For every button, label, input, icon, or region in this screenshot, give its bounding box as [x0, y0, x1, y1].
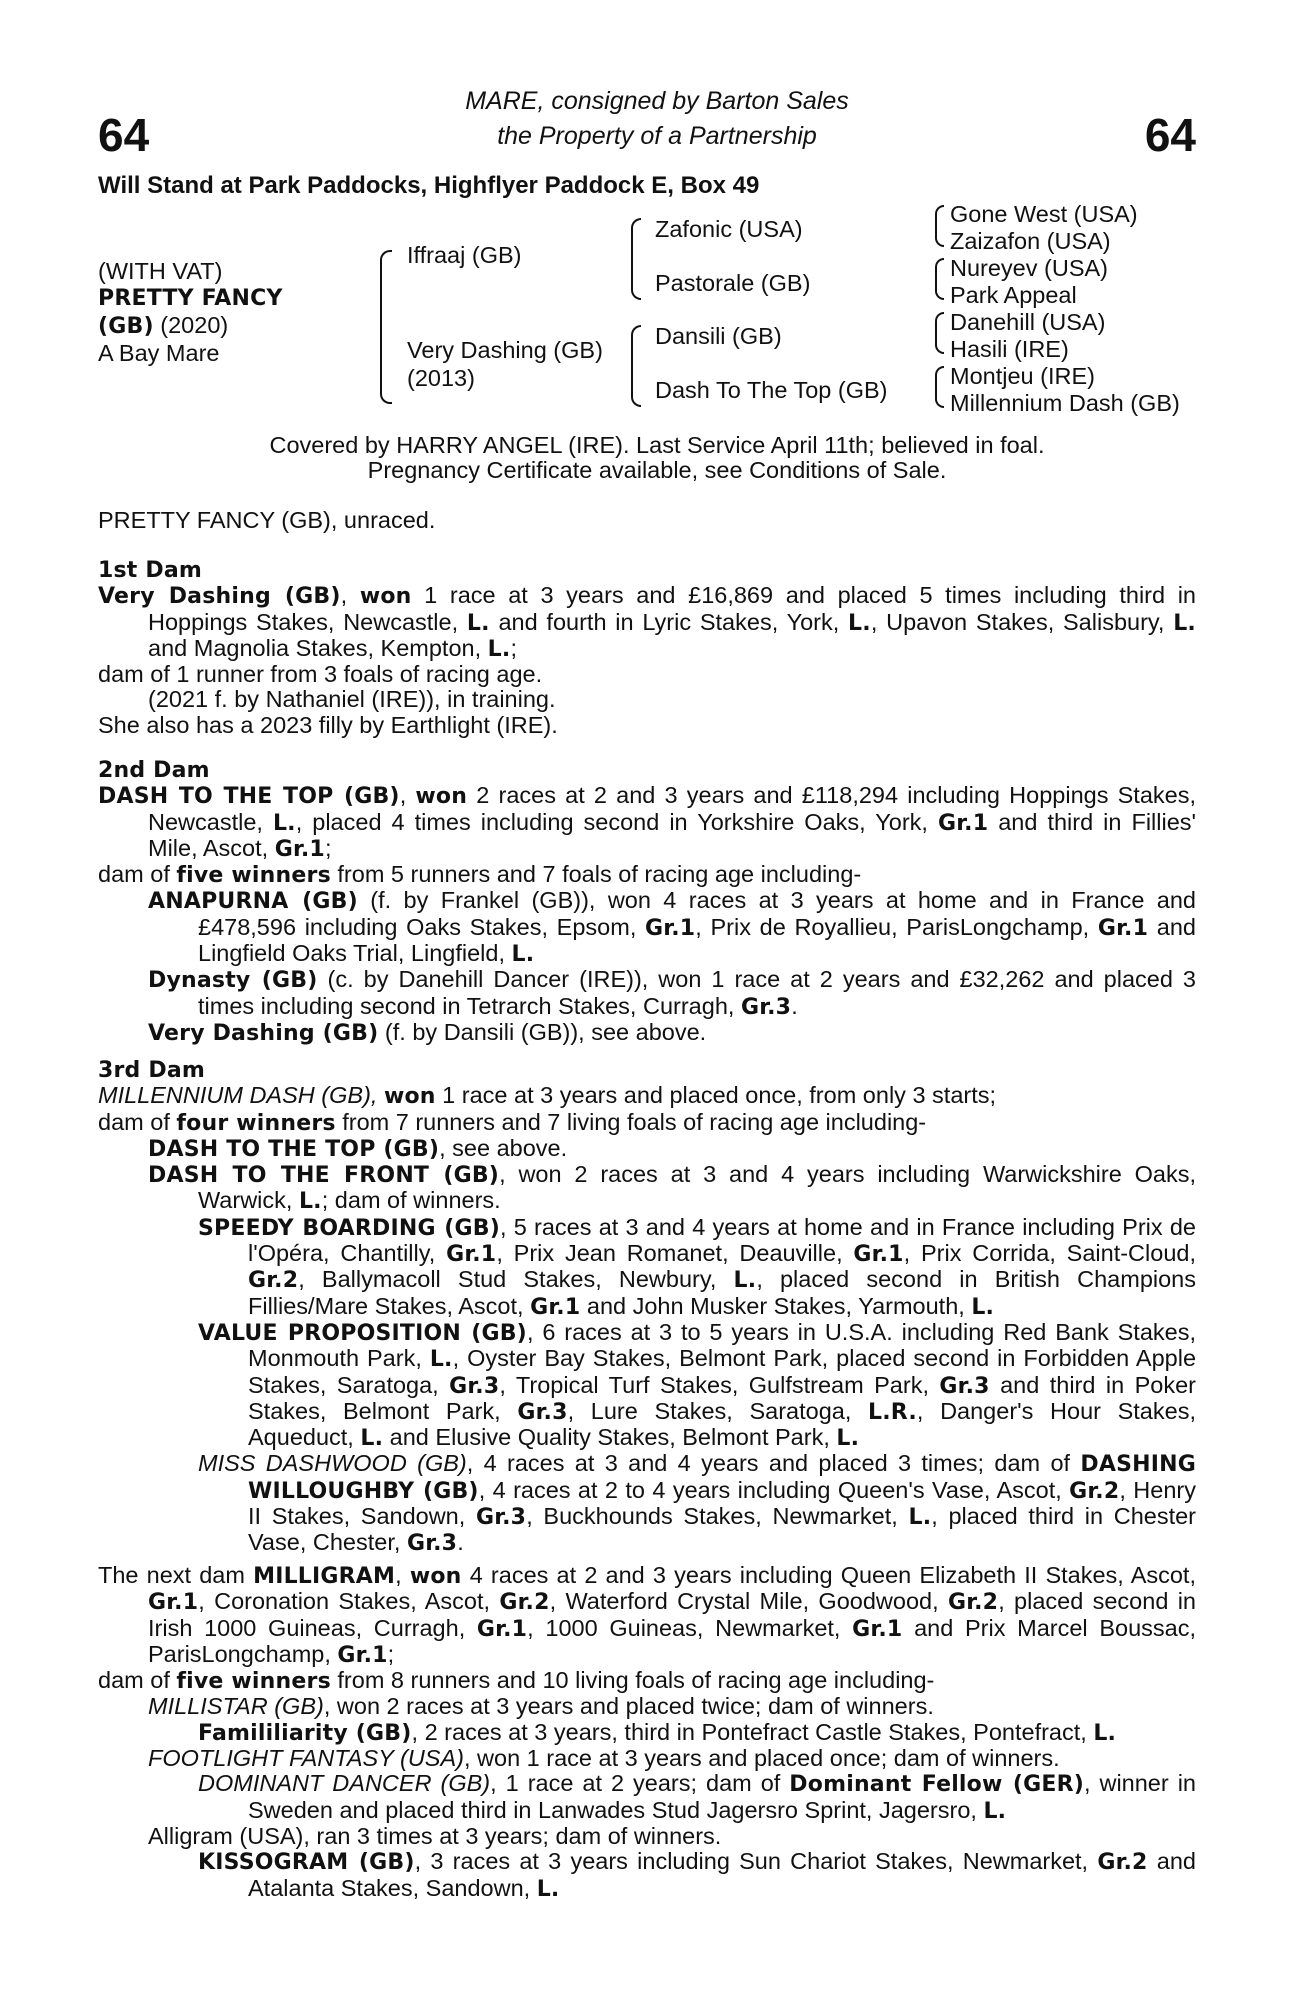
familiarity-entry: Famililiarity (GB), 2 races at 3 years, third in Pontefract Castle Stakes, Pontefract, L. [198, 1718, 1117, 1746]
dynasty-entry: Dynasty (GB) (c. by Danehill Dancer (IRE)), won 1 race at 2 years and £32,262 and placed 3 times including second in Tetrarch Stakes, Curragh, Gr.3. [148, 966, 1196, 1020]
second-dam-produce: dam of five winners from 5 runners and 7 foals of racing age including- [98, 861, 862, 889]
third-dam-heading: 3rd Dam [98, 1058, 205, 1083]
pedigree-table [0, 0, 1314, 420]
dash-to-the-top-entry: DASH TO THE TOP (GB), see above. [148, 1134, 568, 1162]
pedigree-sd: Pastorale (GB) [655, 270, 811, 296]
horse-origin-year: (GB) (2020) [98, 312, 229, 339]
stand-location: Will Stand at Park Paddocks, Highflyer Paddock E, Box 49 [98, 172, 760, 199]
brace-gen3-3 [935, 312, 944, 354]
brace-gen2-sire [631, 218, 641, 300]
first-dam-record: Very Dashing (GB), won 1 race at 3 years and £16,869 and placed 5 times including third in Hoppings Stakes, Newcastle, L. and fourth in Lyric Stakes, York, L., Upavon Stakes, Salisbury, L. and Magnolia Stakes, Kempton, L.; [98, 582, 1197, 662]
first-dam-section [98, 558, 1196, 738]
covered-line-2: Pregnancy Certificate available, see Conditions of Sale. [367, 457, 947, 483]
pedigree-dss: Danehill (USA) [950, 309, 1106, 335]
third-dam-produce: dam of four winners from 7 runners and 7 living foals of racing age including- [98, 1108, 927, 1136]
dash-to-the-front-entry: DASH TO THE FRONT (GB), won 2 races at 3 and 4 years including Warwickshire Oaks, Warwick, L.; dam of winners. [148, 1161, 1197, 1215]
kissogram-entry: KISSOGRAM (GB), 3 races at 3 years including Sun Chariot Stakes, Newmarket, Gr.2 and Atalanta Stakes, Sandown, L. [198, 1848, 1196, 1902]
horse-info [98, 258, 283, 367]
pedigree-dsd: Hasili (IRE) [950, 336, 1069, 362]
brace-gen3-4 [935, 366, 944, 408]
brace-gen3-2 [935, 258, 944, 300]
consignor-line-2: the Property of a Partnership [497, 122, 817, 150]
sire-name: Iffraaj (GB) [407, 242, 522, 268]
third-dam-section [98, 1058, 1196, 1557]
pedigree-sss: Gone West (USA) [950, 201, 1138, 227]
covered-note [0, 433, 1314, 483]
next-dam-record: The next dam MILLIGRAM, won 4 races at 2 and 3 years including Queen Elizabeth II Stakes, Ascot, Gr.1, Coronation Stakes, Ascot, Gr.2, Waterford Crystal Mile, Goodwood, Gr.2, placed second in Irish 1000 Guineas, Curragh, Gr.1, 1000 Guineas, Newmarket, Gr.1 and Prix Marcel Boussac, ParisLongchamp, Gr.1; [98, 1562, 1197, 1668]
pedigree-sds: Nureyev (USA) [950, 255, 1109, 281]
pedigree-ssd: Zaizafon (USA) [950, 228, 1111, 254]
alligram-entry: Alligram (USA), ran 3 times at 3 years; dam of winners. [148, 1822, 722, 1849]
footlight-fantasy-entry: FOOTLIGHT FANTASY (USA), won 1 race at 3 years and placed once; dam of winners. [148, 1745, 1060, 1772]
dominant-dancer-entry: DOMINANT DANCER (GB), 1 race at 2 years; dam of Dominant Fellow (GER), winner in Sweden and placed third in Lanwades Stud Jagersro Sprint, Jagersro, L. [198, 1770, 1196, 1824]
first-dam-produce: dam of 1 runner from 3 foals of racing age. [98, 661, 543, 688]
first-dam-heading: 1st Dam [98, 558, 203, 583]
value-proposition-entry: VALUE PROPOSITION (GB), 6 races at 3 to 5 years in U.S.A. including Red Bank Stakes, Monmouth Park, L., Oyster Bay Stakes, Belmont Park, placed second in Forbidden Apple Stakes, Saratoga, Gr.3, Tropical Turf Stakes, Gulfstream Park, Gr.3 and third in Poker Stakes, Belmont Park, Gr.3, Lure Stakes, Saratoga, L.R., Danger's Hour Stakes, Aqueduct, L. and Elusive Quality Stakes, Belmont Park, L. [198, 1318, 1197, 1452]
pedigree-sdd: Park Appeal [950, 282, 1077, 308]
consignor-line-1: MARE, consigned by Barton Sales [465, 87, 849, 115]
miss-dashwood-entry: MISS DASHWOOD (GB), 4 races at 3 and 4 years and placed 3 times; dam of DASHING WILLOUGHBY (GB), 4 races at 2 to 4 years including Queen's Vase, Ascot, Gr.2, Henry II Stakes, Sandown, Gr.3, Buckhounds Stakes, Newmarket, L., placed third in Chester Vase, Chester, Gr.3. [198, 1450, 1197, 1557]
third-dam-record: MILLENNIUM DASH (GB), won 1 race at 3 years and placed once, from only 3 starts; [98, 1082, 997, 1110]
brace-gen1 [380, 250, 392, 404]
speedy-boarding-entry: SPEEDY BOARDING (GB), 5 races at 3 and 4 years at home and in France including Prix de l'Opéra, Chantilly, Gr.1, Prix Jean Romanet, Deauville, Gr.1, Prix Corrida, Saint-Cloud, Gr.2, Ballymacoll Stud Stakes, Newbury, L., placed second in British Champions Fillies/Mare Stakes, Ascot, Gr.1 and John Musker Stakes, Yarmouth, L. [198, 1213, 1196, 1320]
lot-number-right: 64 [1144, 109, 1196, 161]
second-dam-section [98, 758, 1196, 1046]
very-dashing-entry: Very Dashing (GB) (f. by Dansili (GB)), see above. [148, 1018, 707, 1046]
brace-gen2-dam [631, 325, 641, 407]
pedigree-ddd: Millennium Dash (GB) [950, 390, 1180, 416]
second-dam-heading: 2nd Dam [98, 758, 210, 783]
pedigree-ds: Dansili (GB) [655, 323, 782, 349]
horse-description: A Bay Mare [98, 340, 220, 366]
covered-line-1: Covered by HARRY ANGEL (IRE). Last Service April 11th; believed in foal. [269, 432, 1045, 458]
vat-label: (WITH VAT) [98, 258, 223, 284]
anapurna-entry: ANAPURNA (GB) (f. by Frankel (GB)), won 4 races at 3 years at home and in France and £478,596 including Oaks Stakes, Epsom, Gr.1, Prix de Royallieu, ParisLongchamp, Gr.1 and Lingfield Oaks Trial, Lingfield, L. [148, 887, 1197, 968]
next-dam-section [98, 1563, 1196, 1902]
dam-year: (2013) [407, 365, 475, 391]
pedigree-dds: Montjeu (IRE) [950, 363, 1095, 389]
first-dam-foal: (2021 f. by Nathaniel (IRE)), in training. [148, 686, 556, 713]
horse-name: PRETTY FANCY [98, 286, 283, 311]
unraced-line: PRETTY FANCY (GB), unraced. [98, 507, 436, 533]
second-dam-record: DASH TO THE TOP (GB), won 2 races at 2 and 3 years and £118,294 including Hoppings Stakes, Newcastle, L., placed 4 times including second in Yorkshire Oaks, York, Gr.1 and third in Fillies' Mile, Ascot, Gr.1; [98, 782, 1197, 862]
pedigree-ss: Zafonic (USA) [655, 216, 803, 242]
millistar-entry: MILLISTAR (GB), won 2 races at 3 years and placed twice; dam of winners. [148, 1693, 934, 1720]
brace-gen3-1 [935, 205, 944, 247]
dam-name: Very Dashing (GB) [407, 337, 603, 363]
pedigree-dd: Dash To The Top (GB) [655, 377, 888, 403]
lot-number-left: 64 [98, 109, 150, 161]
next-dam-produce: dam of five winners from 8 runners and 10 living foals of racing age including- [98, 1667, 935, 1695]
first-dam-note: She also has a 2023 filly by Earthlight (IRE). [98, 711, 558, 738]
